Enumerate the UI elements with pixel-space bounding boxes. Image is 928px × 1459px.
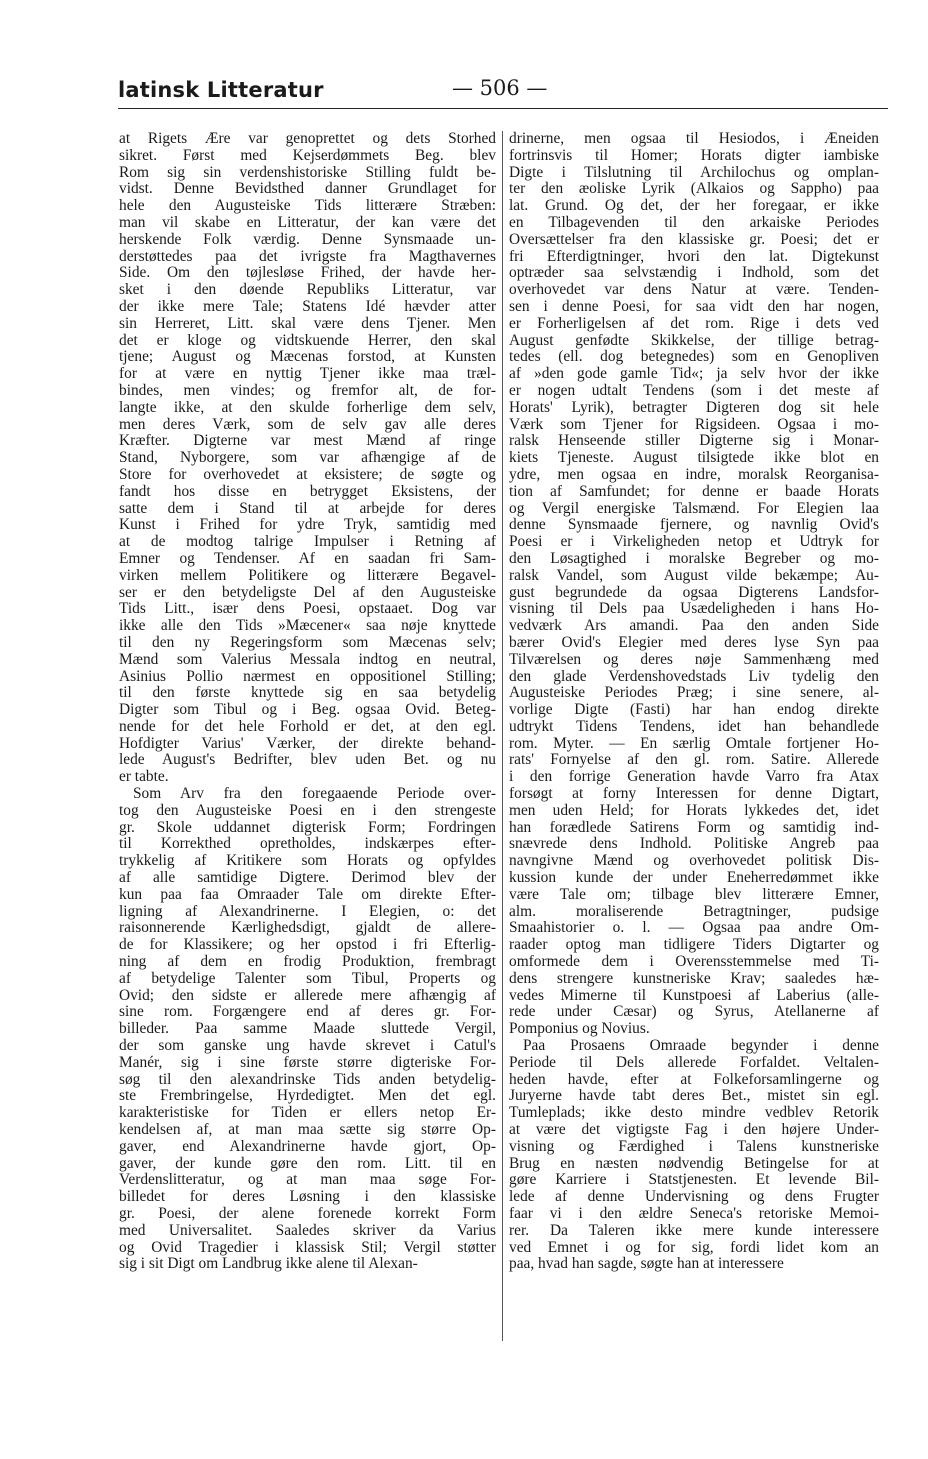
text-line: gaver, der kunde gøre den rom. Litt. til en — [119, 1154, 496, 1172]
text-line: at være det vigtigste Fag i den højere Under- — [509, 1121, 879, 1139]
text-line: det er kloge og vidtskuende Herrer, den skal — [119, 331, 496, 349]
text-line: sket i den døende Republiks Litteratur, var — [119, 281, 496, 299]
text-line: gøre Karriere i Statstjenesten. Et levende Bil- — [509, 1171, 879, 1189]
text-line: tion af Samfundet; for denne er baade Horats — [509, 482, 879, 500]
text-line: Manér, sig i sine første større digteriske For- — [119, 1053, 496, 1071]
page-number: — 506 — — [452, 76, 548, 100]
text-line: Side. Om den tøjlesløse Frihed, der havde her- — [119, 264, 496, 282]
text-line: sine rom. Forgængere end af deres gr. For- — [119, 1003, 496, 1021]
text-line: og Vergil energiske Talsmænd. For Elegien laa — [509, 499, 879, 517]
text-line: Rom sig sin verdenshistoriske Stilling fuldt be- — [119, 163, 496, 181]
text-line: drinerne, men ogsaa til Hesiodos, i Æneiden — [509, 130, 879, 147]
text-line: overhovedet var dens Natur at være. Tenden- — [509, 281, 879, 299]
text-line: kussion kunde der under Eneherredømmet ikke — [509, 869, 879, 887]
text-line: kendelsen af, at man maa sætte sig større Op- — [119, 1121, 496, 1139]
text-line: Hofdigter Varius' Værker, der direkte behand- — [119, 734, 496, 752]
text-line: vorlige Digte (Fasti) har han endog direkte — [509, 701, 879, 719]
text-line: fri Efterdigtninger, hvori den lat. Digtekunst — [509, 247, 879, 265]
text-line: Store for overhovedet at eksistere; de søgte og — [119, 465, 496, 483]
text-line: ydre, men ogsaa en indre, moralsk Reorganisa- — [509, 465, 879, 483]
text-line: Emner og Tendenser. Af en saadan fri Sam- — [119, 549, 496, 567]
text-line: af alle samtidige Digtere. Derimod blev der — [119, 869, 496, 887]
text-line: Kunst i Frihed for ydre Tryk, samtidig med — [119, 516, 496, 534]
text-line: for at være en nyttig Tjener ikke maa træl- — [119, 365, 496, 383]
text-line: visning og Færdighed i Talens kunstneriske — [509, 1137, 879, 1155]
text-line: satte dem i Stand til at arbejde for deres — [119, 499, 496, 517]
text-line: Brug en næsten nødvendig Betingelse for at — [509, 1154, 879, 1172]
text-line: vedværk Ars amandi. Paa den anden Side — [509, 617, 879, 635]
text-line: gr. Skole uddannet digterisk Form; Fordringen — [119, 818, 496, 836]
text-line: Poesi er i Virkeligheden netop et Udtryk for — [509, 533, 879, 551]
text-line: med Universalitet. Saaledes skriver da Varius — [119, 1221, 496, 1239]
text-line: rer. Da Taleren ikke mere kunde interessere — [509, 1221, 879, 1239]
text-line: faar vi i den ældre Seneca's retoriske Memoi- — [509, 1205, 879, 1222]
text-line: sen i denne Poesi, for saa vidt den har nogen, — [509, 297, 879, 315]
text-line: i den forrige Generation havde Varro fra Atax — [509, 768, 879, 786]
text-column-right — [509, 131, 879, 1273]
text-line: rom. Myter. — En særlig Omtale fortjener Ho- — [509, 734, 879, 752]
running-title: latinsk Litteratur — [118, 78, 324, 102]
text-line: tog den Augusteiske Poesi en i den strengeste — [119, 801, 496, 819]
text-line: rats' Fornyelse af den gl. rom. Satire. Allerede — [509, 751, 879, 769]
text-line: han forædlede Satirens Form og samtidig ind- — [509, 818, 879, 836]
header-rule — [118, 108, 888, 109]
column-divider — [502, 131, 503, 1341]
text-line: af betydelige Talenter som Tibul, Properts og — [119, 969, 496, 987]
text-line: ikke alle den Tids »Mæcener« saa nøje knyttede — [119, 617, 496, 635]
text-line: lede August's Bedrifter, blev uden Bet. og nu — [119, 751, 496, 769]
text-line: paa, hvad han sagde, søgte han at interessere — [509, 1255, 784, 1273]
text-line: Ovid; den sidste er allerede mere afhængig af — [119, 986, 496, 1004]
text-line: er nogen udtalt Tendens (som i det meste af — [509, 381, 879, 399]
text-line: til den ny Regeringsform som Mæcenas selv; — [119, 633, 496, 651]
text-line: lede af denne Undervisning og dens Frugter — [509, 1188, 879, 1206]
text-line: virken mellem Politikere og litterære Begavel- — [119, 566, 496, 584]
text-line: kun paa faa Omraader Tale om direkte Efter- — [119, 885, 496, 903]
text-line: tjene; August og Mæcenas forstod, at Kunsten — [119, 348, 496, 366]
text-line: Digter som Tibul og i Beg. ogsaa Ovid. Beteg- — [119, 701, 496, 719]
text-line: men uden Held; for Horats lykkedes det, idet — [509, 801, 879, 819]
text-line: men deres Værk, som de selv gav alle deres — [119, 415, 496, 433]
text-line: Oversættelser fra den klassiske gr. Poesi; det er — [509, 230, 879, 248]
text-line: ligning af Alexandrinerne. I Elegien, o: det — [119, 902, 496, 920]
text-line: Augusteiske Periodes Præg; i sine senere, al- — [509, 684, 879, 702]
text-line: den glade Verdenshovedstads Liv tydelig den — [509, 667, 879, 685]
text-line: vidst. Denne Bevidsthed danner Grundlaget for — [119, 180, 496, 198]
text-line: af »den gode gamle Tid«; ja selv hvor der ikke — [509, 365, 879, 383]
text-line: bindes, men vindes; og fremfor alt, de for- — [119, 381, 496, 399]
text-line: Tids Litt., især dens Poesi, opstaaet. Dog var — [119, 600, 496, 618]
text-line: Asinius Pollio nærmest en oppositionel Stilling; — [119, 667, 496, 685]
text-line: rede under Cæsar) og Syrus, Atellanerne af — [509, 1003, 879, 1021]
text-line: Som Arv fra den foregaaende Periode over- — [133, 785, 496, 803]
text-line: ved Emnet i og for sig, fordi lidet kom an — [509, 1238, 879, 1256]
text-line: ste Frembringelse, Hyrdedigtet. Men det egl. — [119, 1087, 496, 1105]
text-line: vedes Mimerne til Kunstpoesi af Laberius (alle- — [509, 986, 879, 1004]
text-line: søg til den alexandrinske Tids anden betydelig- — [119, 1070, 496, 1088]
text-line: man vil skabe en Litteratur, der kan være det — [119, 213, 496, 231]
text-line: raisonnerende Kærlighedsdigt, gjaldt de allere- — [119, 919, 496, 937]
text-line: den Løsagtighed i moralske Begreber og mo- — [509, 549, 879, 567]
text-line: denne Synsmaade fjernere, og navnlig Ovid's — [509, 516, 879, 534]
text-line: bærer Ovid's Elegier med deres lyse Syn paa — [509, 633, 879, 651]
text-line: ser er den betydeligste Del af den Augusteiske — [119, 583, 496, 601]
text-line: Mænd som Valerius Messala indtog en neutral, — [119, 650, 496, 668]
text-line: karakteristiske for Tiden er ellers netop Er- — [119, 1104, 496, 1122]
text-line: forsøgt at forny Interessen for denne Digtart, — [509, 785, 879, 803]
text-line: der som ganske ung havde skrevet i Catul's — [119, 1037, 496, 1055]
text-line: Juryerne havde tabt deres Bet., mistet sin egl. — [509, 1087, 879, 1105]
text-line: kiets Tjeneste. August tilsigtede ikke blot en — [509, 449, 879, 467]
text-line: sikret. Først med Kejserdømmets Beg. blev — [119, 146, 496, 164]
text-line: Tilværelsen og deres nøje Sammenhæng med — [509, 650, 879, 668]
text-line: Stand, Nyborgere, som var afhængige af de — [119, 449, 496, 467]
text-line: fortrinsvis til Homer; Horats digter iambiske — [509, 146, 879, 164]
text-line: at de modtog talrige Impulser i Retning af — [119, 533, 496, 551]
page-header — [118, 76, 888, 110]
text-line: ter den æoliske Lyrik (Alkaios og Sappho) paa — [509, 180, 879, 198]
text-line: udtrykt Tidens Tendens, idet han behandlede — [509, 717, 879, 735]
text-line: optræder saa selvstændig i Indhold, som det — [509, 264, 879, 282]
text-line: heden havde, efter at Folkeforsamlingerne og — [509, 1070, 879, 1088]
text-line: Tumleplads; ikke desto mindre vedblev Retorik — [509, 1104, 879, 1122]
text-line: raader optog man tidligere Tiders Digtarter og — [509, 936, 879, 954]
text-line: Pomponius og Novius. — [509, 1020, 650, 1038]
text-line: alm. moraliserende Betragtninger, pudsige — [509, 902, 879, 920]
text-line: være Tale om; tilbage blev litterære Emner, — [509, 885, 879, 903]
text-line: er tabte. — [119, 768, 169, 786]
text-line: Periode til Dels allerede Forfaldet. Veltalen- — [509, 1053, 879, 1071]
text-line: fandt hos disse en betrygget Eksistens, der — [119, 482, 496, 500]
text-line: en Tilbagevenden til den arkaiske Periodes — [509, 213, 879, 231]
text-line: trykkelig af Kritikere som Horats og opfyldes — [119, 852, 496, 870]
text-line: der ikke mere Tale; Statens Idé hævder atter — [119, 297, 496, 315]
text-line: nende for det hele Forhold er det, at den egl. — [119, 717, 496, 735]
text-line: sig i sit Digt om Landbrug ikke alene til Alexan- — [119, 1255, 418, 1273]
text-line: gust begrundede da ogsaa Digterens Landsfor- — [509, 583, 879, 601]
text-line: hele den Augusteiske Tids litterære Stræben: — [119, 197, 496, 215]
text-line: billedet for deres Løsning i den klassiske — [119, 1188, 496, 1206]
text-line: navngivne Mænd og overhovedet politisk Dis- — [509, 852, 879, 870]
text-line: omformede dem i Overensstemmelse med Ti- — [509, 953, 879, 971]
text-line: sin Herreret, Litt. skal være dens Tjener. Men — [119, 314, 496, 332]
text-line: dens strengere kunstneriske Krav; saaledes hæ- — [509, 969, 879, 987]
text-line: at Rigets Ære var genoprettet og dets Storhed — [119, 130, 496, 147]
text-line: lat. Grund. Og det, der her foregaar, er ikke — [509, 197, 879, 215]
text-line: derstøttedes paa det ivrigste fra Magthavernes — [119, 247, 496, 265]
text-line: tedes (ell. dog betegnedes) som en Genopliven — [509, 348, 879, 366]
text-line: billeder. Paa samme Maade sluttede Vergil, — [119, 1020, 496, 1038]
text-line: snævrede dens Indhold. Politiske Angreb paa — [509, 835, 879, 853]
text-line: Digte i Tilslutning til Archilochus og omplan- — [509, 163, 879, 181]
text-line: herskende Folk værdig. Denne Synsmaade un- — [119, 230, 496, 248]
text-line: er Forherligelsen af det rom. Rige i dets ved — [509, 314, 879, 332]
text-line: visning til Dels paa Usædeligheden i hans Ho- — [509, 600, 879, 618]
text-line: Verdenslitteratur, og at man maa søge For- — [119, 1171, 496, 1189]
text-line: ralsk Vandel, som August vilde bekæmpe; Au- — [509, 566, 879, 584]
text-line: til Korrekthed opretholdes, indskærpes efter- — [119, 835, 496, 853]
text-line: Horats' Lyrik), betragter Digteren dog sit hele — [509, 398, 879, 416]
text-line: ning af dem en frodig Produktion, frembragt — [119, 953, 496, 971]
text-line: Paa Prosaens Omraade begynder i denne — [523, 1037, 879, 1055]
text-line: August genfødte Skikkelse, der tillige betrag- — [509, 331, 879, 349]
text-line: Kræfter. Digterne var mest Mænd af ringe — [119, 432, 496, 450]
text-line: gaver, end Alexandrinerne havde gjort, Op- — [119, 1137, 496, 1155]
text-line: Værk som Tjener for Rigsideen. Ogsaa i mo- — [509, 415, 879, 433]
text-line: og Ovid Tragedier i klassisk Stil; Vergil støtter — [119, 1238, 496, 1256]
text-column-left — [119, 131, 496, 1273]
text-line: Smaahistorier o. l. — Ogsaa paa andre Om- — [509, 919, 879, 937]
text-line: til den første knyttede sig en saa betydelig — [119, 684, 496, 702]
text-line: gr. Poesi, der alene forenede korrekt Form — [119, 1205, 496, 1222]
text-line: de for Klassikere; og her opstod i fri Efterlig- — [119, 936, 496, 954]
text-line: ralsk Henseende stiller Digterne sig i Monar- — [509, 432, 879, 450]
text-line: langte ikke, at den skulde forherlige dem selv, — [119, 398, 496, 416]
